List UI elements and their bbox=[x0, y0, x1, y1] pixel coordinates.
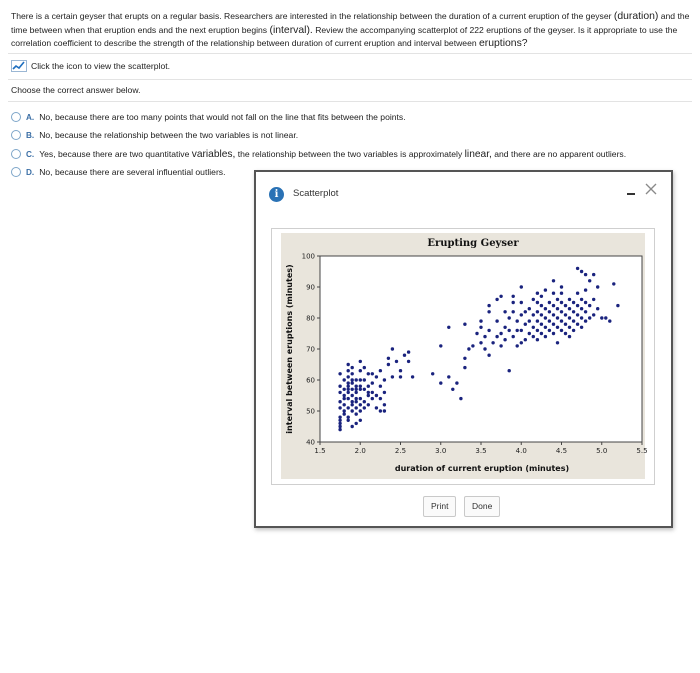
data-point bbox=[584, 310, 587, 313]
data-point bbox=[399, 369, 402, 372]
data-point bbox=[516, 344, 519, 347]
data-point bbox=[584, 273, 587, 276]
data-point bbox=[576, 267, 579, 270]
y-axis-label: interval between eruptions (minutes) bbox=[285, 264, 294, 434]
option-a-letter: A. bbox=[26, 112, 35, 122]
data-point bbox=[343, 409, 346, 412]
question-duration-term: (duration) bbox=[613, 11, 659, 22]
data-point bbox=[568, 335, 571, 338]
data-point bbox=[338, 416, 341, 419]
view-scatterplot-label[interactable]: Click the icon to view the scatterplot. bbox=[31, 61, 170, 71]
data-point bbox=[338, 406, 341, 409]
data-point bbox=[572, 319, 575, 322]
data-point bbox=[351, 378, 354, 381]
x-tick-label: 3.5 bbox=[475, 447, 487, 455]
data-point bbox=[411, 375, 414, 378]
data-point bbox=[576, 292, 579, 295]
data-point bbox=[359, 409, 362, 412]
data-point bbox=[491, 341, 494, 344]
option-c-text[interactable] bbox=[39, 149, 626, 160]
y-tick-label: 100 bbox=[301, 252, 315, 261]
data-point bbox=[512, 310, 515, 313]
data-point bbox=[407, 350, 410, 353]
data-point bbox=[347, 388, 350, 391]
data-point bbox=[355, 412, 358, 415]
data-point bbox=[375, 394, 378, 397]
data-point bbox=[512, 301, 515, 304]
data-point bbox=[552, 292, 555, 295]
option-d-letter: D. bbox=[26, 167, 35, 177]
question-part-2: and the time between when that eruption ends and the next eruption begins bbox=[11, 11, 690, 35]
data-point bbox=[351, 400, 354, 403]
x-tick-label: 1.5 bbox=[314, 447, 326, 455]
data-point bbox=[395, 360, 398, 363]
data-point bbox=[572, 329, 575, 332]
data-point bbox=[576, 323, 579, 326]
data-point bbox=[371, 372, 374, 375]
option-c-text-4: linear, bbox=[464, 148, 492, 160]
data-point bbox=[451, 388, 454, 391]
y-tick-label: 50 bbox=[306, 407, 315, 416]
data-point bbox=[508, 369, 511, 372]
data-point bbox=[359, 369, 362, 372]
data-point bbox=[343, 378, 346, 381]
data-point bbox=[463, 357, 466, 360]
data-point bbox=[379, 409, 382, 412]
y-tick-label: 90 bbox=[306, 283, 315, 292]
data-point bbox=[363, 388, 366, 391]
data-point bbox=[516, 329, 519, 332]
data-point bbox=[524, 338, 527, 341]
data-point bbox=[338, 422, 341, 425]
data-point bbox=[508, 329, 511, 332]
data-point bbox=[520, 301, 523, 304]
data-point bbox=[387, 363, 390, 366]
data-point bbox=[544, 288, 547, 291]
data-point bbox=[355, 400, 358, 403]
data-point bbox=[564, 313, 567, 316]
done-button[interactable]: Done bbox=[464, 496, 500, 517]
data-point bbox=[532, 298, 535, 301]
option-c-radio[interactable] bbox=[11, 149, 21, 159]
data-point bbox=[343, 403, 346, 406]
data-point bbox=[572, 301, 575, 304]
data-point bbox=[359, 388, 362, 391]
question-text bbox=[11, 10, 693, 51]
data-point bbox=[516, 319, 519, 322]
minimize-icon[interactable] bbox=[627, 193, 635, 195]
data-point bbox=[338, 419, 341, 422]
x-tick-label: 5.5 bbox=[636, 447, 648, 455]
data-point bbox=[588, 279, 591, 282]
data-point bbox=[375, 406, 378, 409]
data-point bbox=[363, 378, 366, 381]
data-point bbox=[355, 378, 358, 381]
data-point bbox=[612, 282, 615, 285]
data-point bbox=[616, 304, 619, 307]
data-point bbox=[584, 319, 587, 322]
chart-frame bbox=[271, 228, 655, 485]
data-point bbox=[351, 366, 354, 369]
instruction-text: Choose the correct answer below. bbox=[11, 85, 141, 95]
data-point bbox=[371, 391, 374, 394]
data-point bbox=[351, 409, 354, 412]
data-point bbox=[592, 298, 595, 301]
data-point bbox=[367, 394, 370, 397]
option-a-text[interactable]: No, because there are too many points that would not fall on the line that fits between the points. bbox=[39, 112, 406, 122]
data-point bbox=[463, 366, 466, 369]
data-point bbox=[508, 316, 511, 319]
data-point bbox=[343, 388, 346, 391]
option-d-radio[interactable] bbox=[11, 167, 21, 177]
question-part-3: Review the accompanying scatterplot of 222 eruptions of the geyser. Is it appropriate to use the correlation coefficient to describe the strength of the relationship between duration of current eruption and interval between bbox=[11, 24, 678, 48]
view-scatterplot-link[interactable] bbox=[11, 59, 170, 73]
close-icon[interactable] bbox=[644, 182, 658, 196]
data-point bbox=[355, 422, 358, 425]
data-point bbox=[371, 397, 374, 400]
data-point bbox=[338, 400, 341, 403]
data-point bbox=[479, 319, 482, 322]
data-point bbox=[532, 313, 535, 316]
data-point bbox=[524, 323, 527, 326]
data-point bbox=[371, 381, 374, 384]
data-point bbox=[495, 298, 498, 301]
data-point bbox=[540, 323, 543, 326]
data-point bbox=[483, 347, 486, 350]
data-point bbox=[536, 310, 539, 313]
data-point bbox=[528, 332, 531, 335]
dialog-header[interactable] bbox=[256, 172, 671, 212]
data-point bbox=[564, 332, 567, 335]
data-point bbox=[552, 304, 555, 307]
data-point bbox=[588, 304, 591, 307]
data-point bbox=[548, 310, 551, 313]
data-point bbox=[540, 304, 543, 307]
data-point bbox=[355, 406, 358, 409]
data-point bbox=[387, 357, 390, 360]
data-point bbox=[520, 341, 523, 344]
data-point bbox=[347, 397, 350, 400]
data-point bbox=[379, 397, 382, 400]
data-point bbox=[475, 332, 478, 335]
option-c-letter: C. bbox=[26, 149, 35, 159]
data-point bbox=[556, 298, 559, 301]
data-point bbox=[592, 313, 595, 316]
data-point bbox=[520, 329, 523, 332]
y-tick-label: 70 bbox=[306, 345, 315, 354]
data-point bbox=[560, 292, 563, 295]
x-tick-label: 3.0 bbox=[435, 447, 447, 455]
data-point bbox=[548, 301, 551, 304]
data-point bbox=[483, 335, 486, 338]
data-point bbox=[379, 369, 382, 372]
data-point bbox=[355, 388, 358, 391]
data-point bbox=[383, 409, 386, 412]
data-point bbox=[560, 310, 563, 313]
data-point bbox=[351, 388, 354, 391]
data-point bbox=[367, 385, 370, 388]
data-point bbox=[564, 323, 567, 326]
data-point bbox=[363, 400, 366, 403]
data-point bbox=[379, 385, 382, 388]
data-point bbox=[383, 378, 386, 381]
data-point bbox=[552, 313, 555, 316]
data-point bbox=[520, 285, 523, 288]
option-c-text-3: the relationship between the two variables is approximately bbox=[237, 148, 463, 159]
data-point bbox=[503, 338, 506, 341]
data-point bbox=[560, 285, 563, 288]
data-point bbox=[359, 403, 362, 406]
data-point bbox=[532, 335, 535, 338]
data-point bbox=[536, 329, 539, 332]
data-point bbox=[556, 341, 559, 344]
divider bbox=[8, 79, 692, 80]
data-point bbox=[552, 323, 555, 326]
data-point bbox=[520, 313, 523, 316]
data-point bbox=[544, 307, 547, 310]
info-icon: i bbox=[269, 187, 284, 202]
data-point bbox=[600, 316, 603, 319]
data-point bbox=[503, 326, 506, 329]
data-point bbox=[556, 316, 559, 319]
data-point bbox=[536, 292, 539, 295]
data-point bbox=[580, 270, 583, 273]
data-point bbox=[351, 394, 354, 397]
data-point bbox=[487, 354, 490, 357]
x-tick-label: 2.0 bbox=[354, 447, 366, 455]
data-point bbox=[596, 307, 599, 310]
data-point bbox=[495, 335, 498, 338]
data-point bbox=[351, 425, 354, 428]
data-point bbox=[359, 385, 362, 388]
data-point bbox=[347, 385, 350, 388]
x-tick-label: 4.0 bbox=[515, 447, 527, 455]
data-point bbox=[608, 319, 611, 322]
question-part-1: There is a certain geyser that erupts on a regular basis. Researchers are interested in the relationship between the duration of a current eruption of the geyser bbox=[11, 11, 612, 21]
data-point bbox=[347, 369, 350, 372]
data-point bbox=[596, 285, 599, 288]
data-point bbox=[391, 347, 394, 350]
chart-title: Erupting Geyser bbox=[427, 238, 519, 249]
data-point bbox=[455, 381, 458, 384]
data-point bbox=[351, 403, 354, 406]
option-c-text-5: and there are no apparent outliers. bbox=[494, 148, 627, 159]
option-c[interactable] bbox=[11, 147, 626, 161]
option-b-letter: B. bbox=[26, 130, 35, 140]
data-point bbox=[568, 316, 571, 319]
data-point bbox=[355, 397, 358, 400]
data-point bbox=[499, 295, 502, 298]
data-point bbox=[355, 391, 358, 394]
data-point bbox=[375, 375, 378, 378]
data-point bbox=[536, 319, 539, 322]
data-point bbox=[560, 329, 563, 332]
data-point bbox=[604, 316, 607, 319]
data-point bbox=[347, 416, 350, 419]
data-point bbox=[467, 347, 470, 350]
data-point bbox=[584, 288, 587, 291]
option-b-radio[interactable] bbox=[11, 130, 21, 140]
data-point bbox=[568, 298, 571, 301]
data-point bbox=[548, 329, 551, 332]
y-tick-label: 80 bbox=[306, 314, 315, 323]
data-point bbox=[343, 397, 346, 400]
data-point bbox=[347, 375, 350, 378]
data-point bbox=[447, 326, 450, 329]
data-point bbox=[338, 391, 341, 394]
data-point bbox=[576, 304, 579, 307]
data-point bbox=[363, 406, 366, 409]
data-point bbox=[499, 344, 502, 347]
data-point bbox=[568, 307, 571, 310]
option-d[interactable] bbox=[11, 165, 226, 179]
option-c-text-1: Yes, because there are two quantitative bbox=[39, 148, 190, 159]
data-point bbox=[347, 406, 350, 409]
chart-line-icon[interactable] bbox=[11, 60, 27, 72]
scatterplot-chart bbox=[272, 229, 654, 484]
data-point bbox=[540, 332, 543, 335]
data-point bbox=[540, 295, 543, 298]
data-point bbox=[399, 375, 402, 378]
data-point bbox=[572, 310, 575, 313]
data-point bbox=[499, 332, 502, 335]
data-point bbox=[576, 313, 579, 316]
option-a[interactable] bbox=[11, 110, 406, 124]
data-point bbox=[495, 319, 498, 322]
data-point bbox=[564, 304, 567, 307]
data-point bbox=[580, 326, 583, 329]
x-tick-label: 5.0 bbox=[596, 447, 608, 455]
data-point bbox=[528, 319, 531, 322]
x-tick-label: 4.5 bbox=[555, 447, 568, 455]
data-point bbox=[439, 344, 442, 347]
data-point bbox=[351, 372, 354, 375]
data-point bbox=[338, 385, 341, 388]
data-point bbox=[580, 307, 583, 310]
x-axis-label: duration of current eruption (minutes) bbox=[394, 464, 570, 473]
data-point bbox=[363, 366, 366, 369]
data-point bbox=[532, 326, 535, 329]
plot-area bbox=[320, 256, 642, 442]
option-b[interactable] bbox=[11, 128, 298, 142]
data-point bbox=[347, 363, 350, 366]
data-point bbox=[512, 335, 515, 338]
data-point bbox=[351, 381, 354, 384]
data-point bbox=[556, 326, 559, 329]
data-point bbox=[471, 344, 474, 347]
data-point bbox=[552, 279, 555, 282]
data-point bbox=[512, 295, 515, 298]
data-point bbox=[487, 329, 490, 332]
data-point bbox=[359, 419, 362, 422]
data-point bbox=[359, 378, 362, 381]
data-point bbox=[544, 326, 547, 329]
data-point bbox=[343, 412, 346, 415]
data-point bbox=[338, 428, 341, 431]
data-point bbox=[580, 298, 583, 301]
data-point bbox=[343, 394, 346, 397]
data-point bbox=[439, 381, 442, 384]
data-point bbox=[359, 397, 362, 400]
y-tick-label: 40 bbox=[306, 438, 315, 447]
data-point bbox=[355, 385, 358, 388]
data-point bbox=[407, 360, 410, 363]
x-tick-label: 2.5 bbox=[394, 447, 407, 455]
question-eruptions-term: eruptions? bbox=[479, 38, 528, 49]
option-d-text[interactable]: No, because there are several influential outliers. bbox=[39, 167, 226, 177]
data-point bbox=[347, 381, 350, 384]
minimize-button[interactable] bbox=[627, 186, 637, 196]
data-point bbox=[487, 310, 490, 313]
data-point bbox=[347, 391, 350, 394]
data-point bbox=[584, 301, 587, 304]
data-point bbox=[536, 338, 539, 341]
data-point bbox=[552, 332, 555, 335]
data-point bbox=[347, 419, 350, 422]
data-point bbox=[479, 341, 482, 344]
data-point bbox=[544, 335, 547, 338]
data-point bbox=[459, 397, 462, 400]
divider bbox=[8, 101, 692, 102]
data-point bbox=[391, 375, 394, 378]
data-point bbox=[479, 326, 482, 329]
data-point bbox=[536, 301, 539, 304]
option-c-text-2: variables, bbox=[191, 148, 236, 160]
data-point bbox=[338, 425, 341, 428]
y-tick-label: 60 bbox=[306, 376, 315, 385]
data-point bbox=[540, 313, 543, 316]
option-a-radio[interactable] bbox=[11, 112, 21, 122]
data-point bbox=[338, 372, 341, 375]
data-point bbox=[463, 323, 466, 326]
data-point bbox=[367, 391, 370, 394]
data-point bbox=[503, 310, 506, 313]
data-point bbox=[588, 316, 591, 319]
data-point bbox=[580, 316, 583, 319]
data-point bbox=[524, 310, 527, 313]
data-point bbox=[447, 375, 450, 378]
data-point bbox=[383, 403, 386, 406]
data-point bbox=[544, 316, 547, 319]
question-interval-term: (interval). bbox=[269, 24, 313, 36]
data-point bbox=[560, 301, 563, 304]
data-point bbox=[367, 372, 370, 375]
divider bbox=[8, 53, 692, 54]
print-button[interactable]: Print bbox=[423, 496, 456, 517]
data-point bbox=[403, 354, 406, 357]
data-point bbox=[487, 304, 490, 307]
dialog-title: Scatterplot bbox=[293, 188, 339, 199]
data-point bbox=[556, 307, 559, 310]
option-b-text[interactable]: No, because the relationship between the two variables is not linear. bbox=[39, 130, 299, 140]
data-point bbox=[560, 319, 563, 322]
data-point bbox=[383, 391, 386, 394]
data-point bbox=[528, 307, 531, 310]
data-point bbox=[359, 360, 362, 363]
scatterplot-dialog[interactable] bbox=[254, 170, 673, 528]
data-point bbox=[548, 319, 551, 322]
data-point bbox=[568, 326, 571, 329]
data-point bbox=[592, 273, 595, 276]
data-point bbox=[367, 403, 370, 406]
data-point bbox=[431, 372, 434, 375]
